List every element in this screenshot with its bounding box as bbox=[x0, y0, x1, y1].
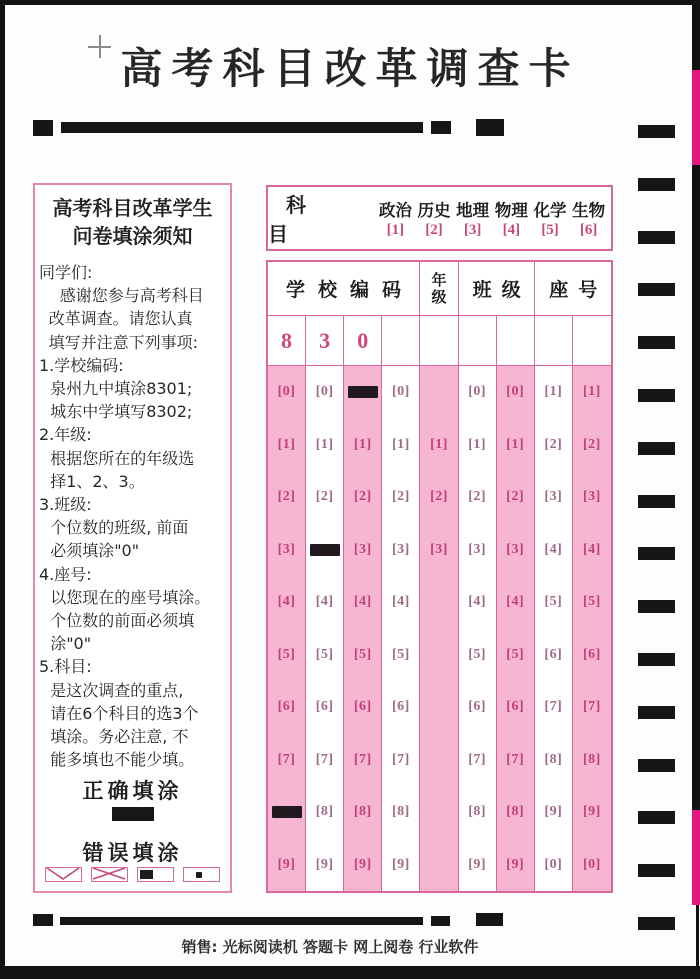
bubble-slot[interactable] bbox=[459, 786, 496, 839]
instructions-panel bbox=[33, 183, 232, 893]
bubble-label: [2] bbox=[506, 489, 525, 505]
bubble-slot[interactable] bbox=[535, 524, 572, 577]
bubble-label: [5] bbox=[353, 646, 372, 662]
bubble-slot[interactable] bbox=[459, 524, 496, 577]
write-in-cell[interactable]: 8 bbox=[268, 316, 306, 365]
notice-line: 必须填涂"0" bbox=[50, 541, 140, 561]
timing-mark-icon bbox=[638, 653, 675, 666]
notice-line: 以您现在的座号填涂。 bbox=[50, 587, 211, 607]
notice-line: 请在6个科目的选3个 bbox=[50, 703, 199, 723]
instructions-heading-line1: 高考科目改革学生 bbox=[52, 196, 213, 220]
bubble-label: [5] bbox=[468, 646, 487, 662]
bubble-label: [6] bbox=[544, 646, 563, 662]
bubble-label: [6] bbox=[583, 646, 601, 662]
bubble-slot[interactable] bbox=[382, 839, 419, 892]
bubble-label: [1] bbox=[544, 384, 563, 400]
bubble-label: [2] bbox=[468, 489, 487, 505]
notice-line: 同学们: bbox=[39, 263, 93, 282]
write-in-cell[interactable]: 0 bbox=[344, 316, 382, 365]
sync-block-icon bbox=[476, 119, 504, 136]
bubble-slot[interactable] bbox=[459, 839, 496, 892]
bubble-label: [4] bbox=[277, 594, 296, 610]
bubble-slot[interactable] bbox=[344, 366, 381, 419]
bubble-label: [1] bbox=[353, 436, 372, 452]
grid-header-grade bbox=[420, 262, 459, 315]
notice-line: 择1、2、3。 bbox=[50, 471, 145, 491]
notice-line: 2.年级: bbox=[39, 425, 92, 445]
bubble-label: [6] bbox=[506, 699, 525, 715]
bubble-label: [9] bbox=[468, 856, 487, 872]
instructions-heading-line2: 问卷填涂须知 bbox=[72, 224, 193, 248]
bubble-slot[interactable] bbox=[268, 471, 305, 524]
wrong-fill-label: 错误填涂 bbox=[82, 841, 183, 865]
subject-section bbox=[266, 185, 613, 251]
bubble-label: [9] bbox=[544, 804, 563, 820]
bubble-slot[interactable] bbox=[306, 366, 343, 419]
bubble-slot bbox=[420, 576, 457, 629]
notice-line: 是这次调查的重点, bbox=[50, 680, 184, 700]
notice-line: 填涂。务必注意, 不 bbox=[50, 727, 189, 747]
subject-section-label: 科 目 bbox=[268, 193, 324, 246]
bubble-label: [8] bbox=[468, 804, 487, 820]
filled-bubble-mark bbox=[310, 544, 340, 556]
bubble-label: [1] bbox=[583, 384, 601, 400]
timing-mark-icon bbox=[638, 125, 675, 138]
subject-name: 化学 bbox=[533, 201, 567, 220]
sync-block-icon bbox=[33, 120, 53, 136]
wrong-example-half-filled-icon bbox=[137, 867, 174, 882]
timing-mark-icon bbox=[638, 178, 675, 191]
bubble-label: [5] bbox=[506, 646, 525, 662]
page-border-top bbox=[0, 0, 700, 5]
subject-option-bubble[interactable]: [4] bbox=[502, 222, 521, 238]
write-in-cell[interactable] bbox=[459, 316, 497, 365]
bubble-slot[interactable] bbox=[497, 576, 534, 629]
bubble-slot[interactable] bbox=[573, 786, 611, 839]
bubble-label: [5] bbox=[544, 594, 563, 610]
timing-mark-icon bbox=[638, 231, 675, 244]
bubble-slot[interactable] bbox=[535, 366, 572, 419]
grid-header-row bbox=[268, 262, 611, 316]
subject-option-bubble[interactable]: [2] bbox=[425, 222, 443, 238]
subject-option-bubble[interactable]: [1] bbox=[386, 222, 405, 238]
bubble-slot bbox=[420, 629, 457, 682]
bubble-label: [7] bbox=[544, 699, 563, 715]
bubble-label: [6] bbox=[353, 699, 372, 715]
bubble-label: [3] bbox=[391, 541, 410, 557]
bubble-slot[interactable] bbox=[268, 366, 305, 419]
bubble-slot[interactable] bbox=[573, 629, 611, 682]
bubble-label: [7] bbox=[353, 751, 372, 767]
sync-block-icon bbox=[431, 121, 451, 134]
bubble-label: [9] bbox=[391, 856, 410, 872]
bubble-slot[interactable] bbox=[459, 419, 496, 472]
bubble-label: [1] bbox=[430, 436, 448, 452]
subject-cells bbox=[376, 187, 611, 249]
bubble-label: [9] bbox=[353, 856, 372, 872]
bubble-slot[interactable] bbox=[573, 524, 611, 577]
bubble-slot[interactable] bbox=[497, 681, 534, 734]
bubble-label: [1] bbox=[277, 436, 296, 452]
bubble-label: [5] bbox=[391, 646, 410, 662]
notice-line: 城东中学填写8302; bbox=[50, 402, 193, 422]
bubble-column bbox=[382, 366, 420, 891]
instructions-text bbox=[39, 261, 230, 771]
edge-strip-black bbox=[692, 165, 700, 810]
bubble-label: [2] bbox=[391, 489, 410, 505]
bubble-label: [3] bbox=[277, 541, 296, 557]
subject-name: 物理 bbox=[494, 201, 528, 220]
subject-name: 政治 bbox=[378, 201, 412, 220]
bubble-slot[interactable] bbox=[535, 734, 572, 787]
bubble-label: [3] bbox=[468, 541, 487, 557]
edge-strip-black bbox=[692, 5, 700, 70]
bubble-slot[interactable] bbox=[344, 786, 381, 839]
bubble-slot[interactable] bbox=[344, 524, 381, 577]
bubble-label: [0] bbox=[506, 384, 525, 400]
edge-strip-magenta bbox=[692, 70, 700, 165]
bubble-label: [6] bbox=[277, 699, 296, 715]
notice-line: 3.班级: bbox=[39, 495, 92, 515]
notice-line: 5.科目: bbox=[39, 657, 92, 677]
sync-bar-icon bbox=[61, 122, 423, 133]
timing-mark-icon bbox=[638, 864, 675, 877]
notice-line: 个位数的前面必须填 bbox=[50, 611, 195, 631]
bubble-label: [1] bbox=[391, 436, 410, 452]
bubble-label: [4] bbox=[506, 594, 525, 610]
subject-option-bubble[interactable]: [3] bbox=[463, 222, 482, 238]
bubble-slot[interactable] bbox=[497, 629, 534, 682]
bubble-slot[interactable] bbox=[573, 576, 611, 629]
subject-name: 生物 bbox=[572, 201, 606, 220]
bubble-slot[interactable] bbox=[535, 839, 572, 892]
bubble-slot[interactable] bbox=[306, 524, 343, 577]
bubble-slot[interactable] bbox=[344, 471, 381, 524]
subject-option-bubble[interactable]: [5] bbox=[541, 222, 559, 238]
bubble-column bbox=[497, 366, 535, 891]
timing-mark-icon bbox=[638, 389, 675, 402]
bubble-label: [6] bbox=[468, 699, 487, 715]
bubble-slot[interactable] bbox=[535, 681, 572, 734]
bubble-slot[interactable] bbox=[497, 734, 534, 787]
bubble-area bbox=[268, 366, 611, 891]
bubble-label: [9] bbox=[277, 856, 296, 872]
bubble-slot[interactable] bbox=[459, 681, 496, 734]
bubble-slot[interactable] bbox=[459, 471, 496, 524]
bubble-label: [7] bbox=[468, 751, 487, 767]
bubble-label: [8] bbox=[583, 751, 601, 767]
correct-fill-label: 正确填涂 bbox=[82, 779, 183, 803]
bubble-label: [2] bbox=[277, 489, 296, 505]
bubble-label: [7] bbox=[583, 699, 601, 715]
bubble-slot[interactable] bbox=[382, 734, 419, 787]
bubble-slot[interactable] bbox=[497, 524, 534, 577]
bubble-label: [2] bbox=[583, 436, 601, 452]
bubble-slot[interactable] bbox=[459, 576, 496, 629]
bubble-label: [8] bbox=[315, 804, 334, 820]
bubble-slot[interactable] bbox=[497, 471, 534, 524]
notice-line: 4.座号: bbox=[39, 564, 92, 584]
bubble-column bbox=[535, 366, 573, 891]
bubble-column bbox=[573, 366, 611, 891]
bubble-label: [0] bbox=[391, 384, 410, 400]
filled-bubble-mark bbox=[272, 806, 302, 818]
bubble-column bbox=[268, 366, 306, 891]
bubble-slot[interactable] bbox=[459, 734, 496, 787]
bubble-slot[interactable] bbox=[268, 839, 305, 892]
timing-mark-icon bbox=[638, 547, 675, 560]
bubble-label: [9] bbox=[583, 804, 601, 820]
answer-grid bbox=[266, 260, 613, 893]
bubble-column bbox=[306, 366, 344, 891]
sync-block-icon bbox=[33, 914, 53, 926]
notice-line: 根据您所在的年级选 bbox=[50, 448, 195, 468]
bubble-slot[interactable] bbox=[382, 524, 419, 577]
bubble-slot[interactable] bbox=[382, 681, 419, 734]
sync-bar-icon bbox=[60, 917, 423, 925]
bubble-label: [4] bbox=[353, 594, 372, 610]
bubble-label: [3] bbox=[544, 489, 563, 505]
write-in-cell[interactable] bbox=[420, 316, 458, 365]
bubble-slot bbox=[420, 786, 457, 839]
bubble-label: [1] bbox=[315, 436, 334, 452]
bubble-label: [3] bbox=[353, 541, 372, 557]
bubble-slot[interactable] bbox=[497, 419, 534, 472]
bubble-slot[interactable] bbox=[573, 839, 611, 892]
bubble-label: [2] bbox=[430, 489, 448, 505]
bubble-label: [9] bbox=[506, 856, 525, 872]
subject-names-row bbox=[376, 197, 608, 221]
timing-mark-icon bbox=[638, 600, 675, 613]
bubble-slot[interactable] bbox=[573, 366, 611, 419]
bubble-label: [2] bbox=[544, 436, 563, 452]
bubble-slot[interactable] bbox=[573, 419, 611, 472]
footer-sales-text: 销售: 光标阅读机 答题卡 网上阅卷 行业软件 bbox=[181, 938, 479, 956]
wrong-example-cross-mark-icon bbox=[91, 867, 128, 882]
bubble-slot[interactable] bbox=[573, 471, 611, 524]
grid-header-char: 年 bbox=[431, 270, 447, 289]
bubble-label: [9] bbox=[315, 856, 334, 872]
bubble-slot[interactable] bbox=[535, 576, 572, 629]
subject-options-row bbox=[376, 222, 608, 239]
bubble-label: [0] bbox=[277, 384, 296, 400]
bubble-label: [0] bbox=[468, 384, 487, 400]
bubble-slot[interactable] bbox=[268, 629, 305, 682]
bubble-slot[interactable] bbox=[535, 419, 572, 472]
bubble-slot[interactable] bbox=[306, 734, 343, 787]
grid-header-char: 级 bbox=[431, 287, 447, 306]
write-in-cell[interactable] bbox=[382, 316, 420, 365]
notice-line: 改革调查。请您认真 bbox=[48, 309, 193, 329]
bubble-slot[interactable] bbox=[344, 681, 381, 734]
bubble-slot[interactable] bbox=[420, 471, 457, 524]
bubble-slot[interactable] bbox=[344, 839, 381, 892]
timing-mark-icon bbox=[638, 811, 675, 824]
bubble-label: [7] bbox=[506, 751, 525, 767]
bubble-label: [0] bbox=[315, 384, 334, 400]
bubble-label: [8] bbox=[353, 804, 372, 820]
bubble-slot[interactable] bbox=[497, 839, 534, 892]
timing-mark-icon bbox=[638, 283, 675, 296]
bubble-label: [5] bbox=[583, 594, 601, 610]
edge-strip-black-thin bbox=[696, 905, 699, 966]
notice-line: 感谢您参与高考科目 bbox=[59, 286, 204, 306]
notice-line: 填写并注意下列事项: bbox=[48, 332, 198, 352]
timing-mark-icon bbox=[638, 442, 675, 455]
write-in-cell[interactable] bbox=[497, 316, 535, 365]
bubble-label: [4] bbox=[315, 594, 334, 610]
filled-bubble-mark bbox=[348, 386, 378, 398]
instructions-heading bbox=[35, 194, 230, 250]
bubble-slot[interactable] bbox=[344, 419, 381, 472]
bubble-label: [4] bbox=[391, 594, 410, 610]
bubble-label: [5] bbox=[315, 646, 334, 662]
bubble-slot[interactable] bbox=[306, 681, 343, 734]
edge-strip-magenta bbox=[692, 810, 700, 905]
bubble-label: [2] bbox=[315, 489, 334, 505]
timing-mark-icon bbox=[638, 336, 675, 349]
correct-fill-example-icon bbox=[112, 807, 154, 821]
bubble-slot[interactable] bbox=[382, 786, 419, 839]
page-title: 高考科目改革调查卡 bbox=[120, 44, 580, 93]
notice-line: 个位数的班级, 前面 bbox=[50, 518, 189, 538]
page-border-bottom bbox=[0, 966, 700, 979]
bubble-label: [2] bbox=[353, 489, 372, 505]
timing-mark-icon bbox=[638, 917, 675, 930]
bubble-slot[interactable] bbox=[306, 629, 343, 682]
grid-header-group: 班级 bbox=[459, 262, 536, 315]
bubble-label: [5] bbox=[277, 646, 296, 662]
bubble-slot[interactable] bbox=[382, 629, 419, 682]
bubble-column bbox=[420, 366, 458, 891]
wrong-example-dot-mark-icon bbox=[183, 867, 220, 882]
bubble-label: [4] bbox=[544, 541, 563, 557]
bubble-slot[interactable] bbox=[344, 576, 381, 629]
bubble-slot[interactable] bbox=[306, 419, 343, 472]
write-in-cell[interactable] bbox=[535, 316, 573, 365]
write-in-cell[interactable]: 3 bbox=[306, 316, 344, 365]
bubble-label: [8] bbox=[506, 804, 525, 820]
write-in-cell[interactable] bbox=[573, 316, 611, 365]
bubble-label: [4] bbox=[468, 594, 487, 610]
grid-header-group: 座号 bbox=[549, 279, 608, 301]
bubble-slot[interactable] bbox=[268, 681, 305, 734]
notice-line: 涂"0" bbox=[50, 634, 92, 654]
bubble-slot[interactable] bbox=[268, 786, 305, 839]
bubble-slot[interactable] bbox=[268, 419, 305, 472]
bubble-slot[interactable] bbox=[382, 576, 419, 629]
bubble-slot[interactable] bbox=[268, 734, 305, 787]
bubble-slot bbox=[420, 734, 457, 787]
bubble-column bbox=[459, 366, 497, 891]
bubble-slot[interactable] bbox=[306, 839, 343, 892]
page-border-left bbox=[0, 0, 5, 979]
bubble-slot[interactable] bbox=[382, 419, 419, 472]
bubble-slot[interactable] bbox=[535, 629, 572, 682]
subject-name: 历史 bbox=[417, 201, 451, 220]
bubble-label: [6] bbox=[315, 699, 334, 715]
bubble-slot[interactable] bbox=[573, 734, 611, 787]
timing-mark-icon bbox=[638, 759, 675, 772]
bubble-label: [4] bbox=[583, 541, 601, 557]
notice-line: 泉州九中填涂8301; bbox=[50, 379, 193, 399]
bubble-slot[interactable] bbox=[573, 681, 611, 734]
bubble-slot[interactable] bbox=[459, 629, 496, 682]
bubble-label: [7] bbox=[277, 751, 296, 767]
bubble-slot[interactable] bbox=[344, 734, 381, 787]
bubble-slot[interactable] bbox=[268, 576, 305, 629]
bubble-label: [7] bbox=[315, 751, 334, 767]
bubble-slot[interactable] bbox=[535, 471, 572, 524]
bubble-label: [8] bbox=[391, 804, 410, 820]
bubble-label: [3] bbox=[430, 541, 448, 557]
bubble-label: [1] bbox=[468, 436, 487, 452]
bubble-label: [3] bbox=[506, 541, 525, 557]
write-in-row bbox=[268, 316, 611, 366]
bubble-slot[interactable] bbox=[497, 786, 534, 839]
timing-mark-icon bbox=[638, 706, 675, 719]
sync-block-icon bbox=[476, 913, 503, 926]
bubble-label: [1] bbox=[506, 436, 525, 452]
bubble-slot[interactable] bbox=[535, 786, 572, 839]
bubble-slot[interactable] bbox=[268, 524, 305, 577]
bubble-label: [0] bbox=[583, 856, 601, 872]
sync-block-icon bbox=[431, 916, 450, 926]
bubble-slot[interactable] bbox=[344, 629, 381, 682]
bubble-slot bbox=[420, 839, 457, 892]
bubble-slot[interactable] bbox=[382, 471, 419, 524]
bubble-label: [8] bbox=[544, 751, 563, 767]
bubble-label: [7] bbox=[391, 751, 410, 767]
bubble-slot[interactable] bbox=[497, 366, 534, 419]
bubble-label: [6] bbox=[391, 699, 410, 715]
bubble-slot bbox=[420, 366, 457, 419]
wrong-fill-examples bbox=[35, 867, 230, 882]
subject-option-bubble[interactable]: [6] bbox=[579, 222, 598, 238]
bubble-slot[interactable] bbox=[420, 524, 457, 577]
subject-name: 地理 bbox=[456, 201, 490, 220]
bubble-column bbox=[344, 366, 382, 891]
bubble-slot[interactable] bbox=[306, 786, 343, 839]
bubble-slot bbox=[420, 681, 457, 734]
bubble-slot[interactable] bbox=[420, 419, 457, 472]
timing-mark-icon bbox=[638, 495, 675, 508]
notice-line: 能多填也不能少填。 bbox=[50, 750, 195, 770]
bubble-slot[interactable] bbox=[306, 471, 343, 524]
bubble-slot[interactable] bbox=[459, 366, 496, 419]
bubble-label: [3] bbox=[583, 489, 601, 505]
bubble-slot[interactable] bbox=[306, 576, 343, 629]
bubble-label: [0] bbox=[544, 856, 563, 872]
wrong-example-check-mark-icon bbox=[45, 867, 82, 882]
bubble-slot[interactable] bbox=[382, 366, 419, 419]
notice-line: 1.学校编码: bbox=[39, 355, 124, 375]
grid-header-group: 学校编码 bbox=[268, 262, 420, 315]
